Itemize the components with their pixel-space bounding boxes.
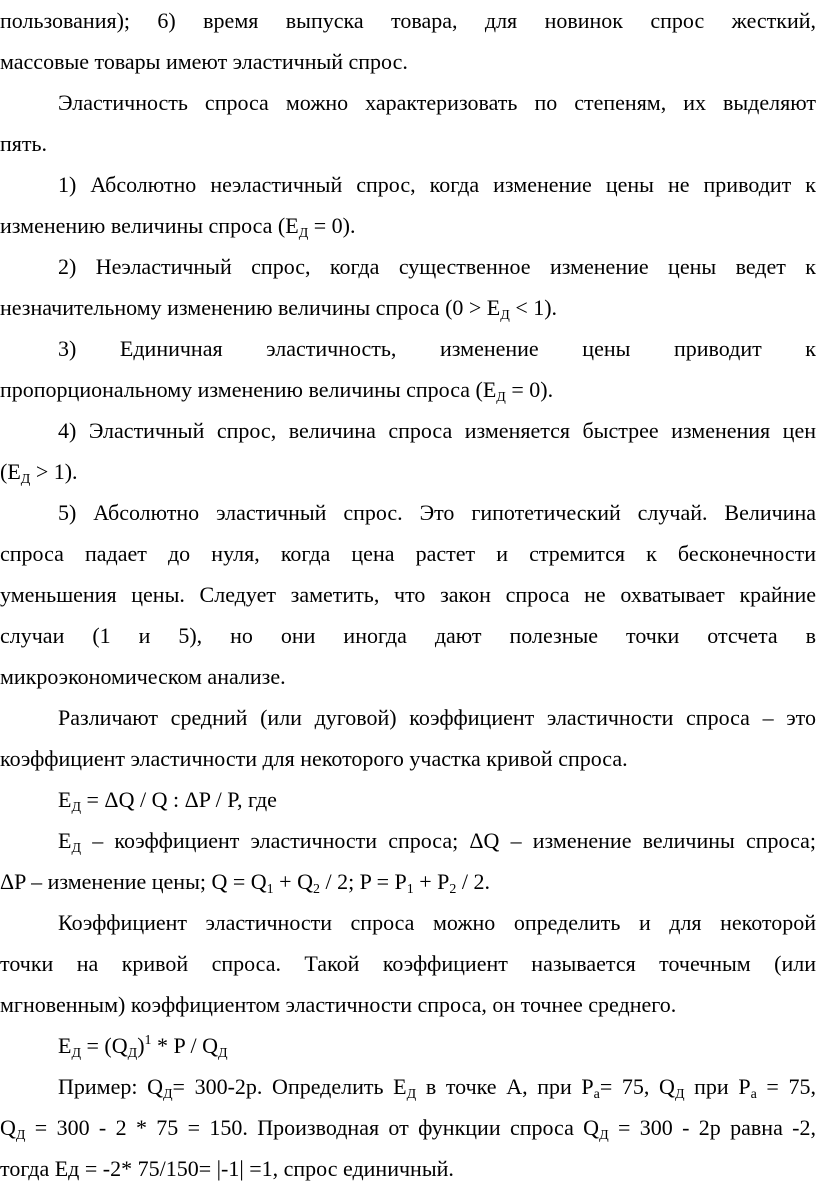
text-run: / 2.	[456, 869, 491, 894]
text-run: микроэкономическом анализе.	[0, 664, 286, 689]
text-run: коэффициент эластичности для некоторого участка кривой спроса.	[0, 746, 628, 771]
subscript: а	[593, 1087, 600, 1102]
text-run: / 2; P = P	[319, 869, 407, 894]
subscript: Д	[127, 1046, 138, 1061]
text-run: мгновенным) коэффициентом эластичности спроса, он точнее среднего.	[0, 992, 677, 1017]
paragraph-line	[58, 328, 816, 370]
paragraph-line	[0, 533, 816, 575]
text-run: Эластичность спроса можно характеризовать по степеням, их выделяют	[58, 90, 816, 115]
text-run: ΔP – изменение цены; Q = Q	[0, 869, 267, 894]
paragraph-line	[58, 246, 816, 288]
subscript: Д	[217, 1046, 228, 1061]
formula-line	[58, 779, 816, 821]
text-run: > 1).	[30, 459, 78, 484]
text-run: спроса падает до нуля, когда цена растет и стремится к бесконечности	[0, 541, 816, 566]
paragraph-line	[0, 287, 816, 329]
text-run: незначительному изменению величины спроса (0 > Е	[0, 295, 501, 320]
text-run: Q	[0, 1115, 16, 1140]
paragraph-line	[0, 574, 816, 616]
subscript: Д	[406, 1087, 417, 1102]
text-run: Различают средний (или дуговой) коэффициент эластичности спроса – это	[58, 705, 816, 730]
text-run: (Е	[0, 459, 21, 484]
text-run: пропорциональному изменению величины спроса (Е	[0, 377, 497, 402]
text-run: = 300 - 2 * 75 = 150. Производная от функции спроса Q	[25, 1115, 600, 1140]
paragraph-line	[0, 0, 816, 42]
paragraph-line	[58, 164, 816, 206]
text-run: пять.	[0, 131, 48, 156]
paragraph-line	[0, 615, 816, 657]
paragraph-line	[58, 410, 816, 452]
subscript: 1	[406, 882, 414, 897]
paragraph-line	[0, 451, 816, 493]
text-run: 3) Единичная эластичность, изменение цены приводит к	[58, 336, 816, 361]
text-run: 1) Абсолютно неэластичный спрос, когда изменение цены не приводит к	[58, 172, 816, 197]
formula-line	[58, 1025, 816, 1067]
paragraph-line	[0, 205, 816, 247]
subscript: Д	[71, 841, 82, 856]
superscript: 1	[144, 1033, 152, 1048]
text-run: пользования); 6) время выпуска товара, для новинок спрос жесткий,	[0, 8, 816, 33]
text-run: = 0).	[308, 213, 356, 238]
text-run: = 0).	[505, 377, 554, 402]
paragraph-line	[58, 902, 816, 944]
paragraph-line	[0, 656, 816, 698]
text-run: в точке А, при Р	[416, 1074, 594, 1099]
subscript: Д	[20, 472, 31, 487]
text-run: + Q	[273, 869, 313, 894]
subscript: а	[750, 1087, 757, 1102]
text-run: массовые товары имеют эластичный спрос.	[0, 49, 408, 74]
text-run: = ΔQ / Q : ΔP / P, где	[81, 787, 277, 812]
paragraph-line	[0, 738, 816, 780]
text-run: 5) Абсолютно эластичный спрос. Это гипотетический случай. Величина	[58, 500, 816, 525]
paragraph-line	[58, 1066, 816, 1108]
text-run: Е	[58, 787, 72, 812]
paragraph-line	[0, 861, 816, 903]
paragraph-line	[0, 984, 816, 1026]
paragraph-line	[0, 1107, 816, 1149]
text-run: * P / Q	[151, 1033, 218, 1058]
text-run: 4) Эластичный спрос, величина спроса изменяется быстрее изменения цен	[58, 418, 816, 443]
text-run: = (Q	[81, 1033, 128, 1058]
text-run: 2) Неэластичный спрос, когда существенное изменение цены ведет к	[58, 254, 816, 279]
text-run: = 300 - 2р равна -2,	[608, 1115, 816, 1140]
subscript: Д	[500, 308, 510, 323]
subscript: Д	[71, 800, 82, 815]
text-run: Е	[58, 1033, 72, 1058]
subscript: Д	[15, 1128, 26, 1143]
paragraph-line	[58, 492, 816, 534]
text-run: изменению величины спроса (Е	[0, 213, 299, 238]
subscript: Д	[674, 1087, 685, 1102]
text-run: )	[137, 1033, 145, 1058]
text-run: Е	[58, 828, 72, 853]
text-run: = 75, Q	[599, 1074, 675, 1099]
paragraph-line	[0, 1148, 816, 1190]
subscript: Д	[496, 390, 506, 405]
text-run: Коэффициент эластичности спроса можно определить и для некоторой	[58, 910, 816, 935]
subscript: 2	[449, 882, 457, 897]
text-run: = 75,	[756, 1074, 816, 1099]
subscript: Д	[71, 1046, 82, 1061]
text-run: тогда Ед = -2* 75/150= |-1| =1, спрос единичный.	[0, 1156, 454, 1181]
subscript: 1	[266, 882, 274, 897]
text-run: + P	[413, 869, 450, 894]
paragraph-line	[0, 41, 816, 83]
paragraph-line	[58, 697, 816, 739]
text-run: < 1).	[509, 295, 558, 320]
text-run: Пример: Q	[58, 1074, 163, 1099]
text-run: = 300-2р. Определить Е	[172, 1074, 407, 1099]
text-run: – коэффициент эластичности спроса; ΔQ – изменение величины спроса;	[81, 828, 816, 853]
paragraph-line	[0, 123, 816, 165]
subscript: 2	[312, 882, 320, 897]
subscript: Д	[298, 226, 309, 241]
text-run: при Р	[684, 1074, 751, 1099]
paragraph-line	[58, 820, 816, 862]
subscript: Д	[162, 1087, 173, 1102]
paragraph-line	[0, 369, 816, 411]
text-run: точки на кривой спроса. Такой коэффициент называется точечным (или	[0, 951, 816, 976]
text-run: случаи (1 и 5), но они иногда дают полезные точки отсчета в	[0, 623, 816, 648]
text-run: уменьшения цены. Следует заметить, что закон спроса не охватывает крайние	[0, 582, 816, 607]
paragraph-line	[0, 943, 816, 985]
subscript: Д	[599, 1128, 609, 1143]
paragraph-line	[58, 82, 816, 124]
